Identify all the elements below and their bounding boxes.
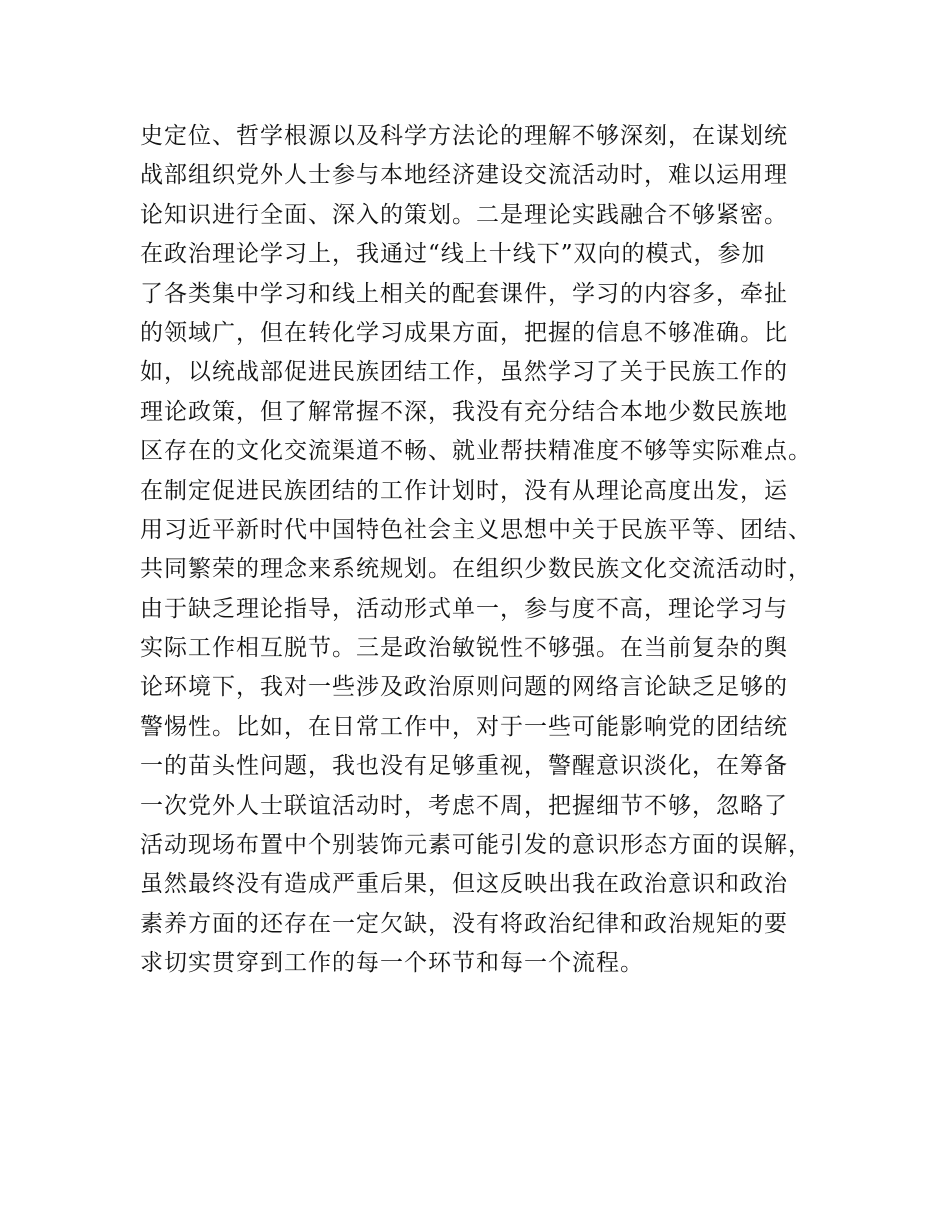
text-line: 由于缺乏理论指导，活动形式单一，参与度不高，理论学习与 <box>140 595 788 622</box>
text-line: 在制定促进民族团结的工作计划时，没有从理论高度出发，运 <box>140 477 788 504</box>
text-line: 论知识进行全面、深入的策划。二是理论实践融合不够紧密。 <box>140 201 788 228</box>
text-line: 在政治理论学习上，我通过“线上十线下”双向的模式，参加 <box>140 241 766 268</box>
text-line: 的领域广，但在转化学习成果方面，把握的信息不够准确。比 <box>140 319 788 346</box>
text-line: 理论政策，但了解常握不深，我没有充分结合本地少数民族地 <box>140 398 788 425</box>
text-line: 论环境下，我对一些涉及政治原则问题的网络言论缺乏足够的 <box>140 674 788 701</box>
text-line: 实际工作相互脱节。三是政治敏锐性不够强。在当前复杂的舆 <box>140 635 788 662</box>
text-line: 警惕性。比如，在日常工作中，对于一些可能影响党的团结统 <box>140 713 788 740</box>
text-line: 活动现场布置中个别装饰元素可能引发的意识形态方面的误解， <box>140 832 812 859</box>
text-line: 区存在的文化交流渠道不畅、就业帮扶精准度不够等实际难点。 <box>140 438 812 465</box>
text-line: 素养方面的还存在一定欠缺，没有将政治纪律和政治规矩的要 <box>140 910 788 937</box>
body-paragraph <box>140 117 830 984</box>
text-line: 共同繁荣的理念来系统规划。在组织少数民族文化交流活动时， <box>140 556 812 583</box>
text-line: 一的苗头性问题，我也没有足够重视，警醒意识淡化，在筹备 <box>140 753 788 780</box>
text-line: 了各类集中学习和线上相关的配套课件，学习的内容多，牵扯 <box>140 280 788 307</box>
text-line: 史定位、哲学根源以及科学方法论的理解不够深刻，在谋划统 <box>140 123 788 149</box>
text-line: 虽然最终没有造成严重后果，但这反映出我在政治意识和政治 <box>140 871 788 898</box>
text-line: 一次党外人士联谊活动时，考虑不周，把握细节不够，忽略了 <box>140 792 788 819</box>
text-line: 如，以统战部促进民族团结工作，虽然学习了关于民族工作的 <box>140 359 788 386</box>
text-line: 战部组织党外人士参与本地经济建设交流活动时，难以运用理 <box>140 162 788 189</box>
text-line: 用习近平新时代中国特色社会主义思想中关于民族平等、团结、 <box>140 516 812 543</box>
text-line: 求切实贯穿到工作的每一个环节和每一个流程。 <box>140 950 644 977</box>
